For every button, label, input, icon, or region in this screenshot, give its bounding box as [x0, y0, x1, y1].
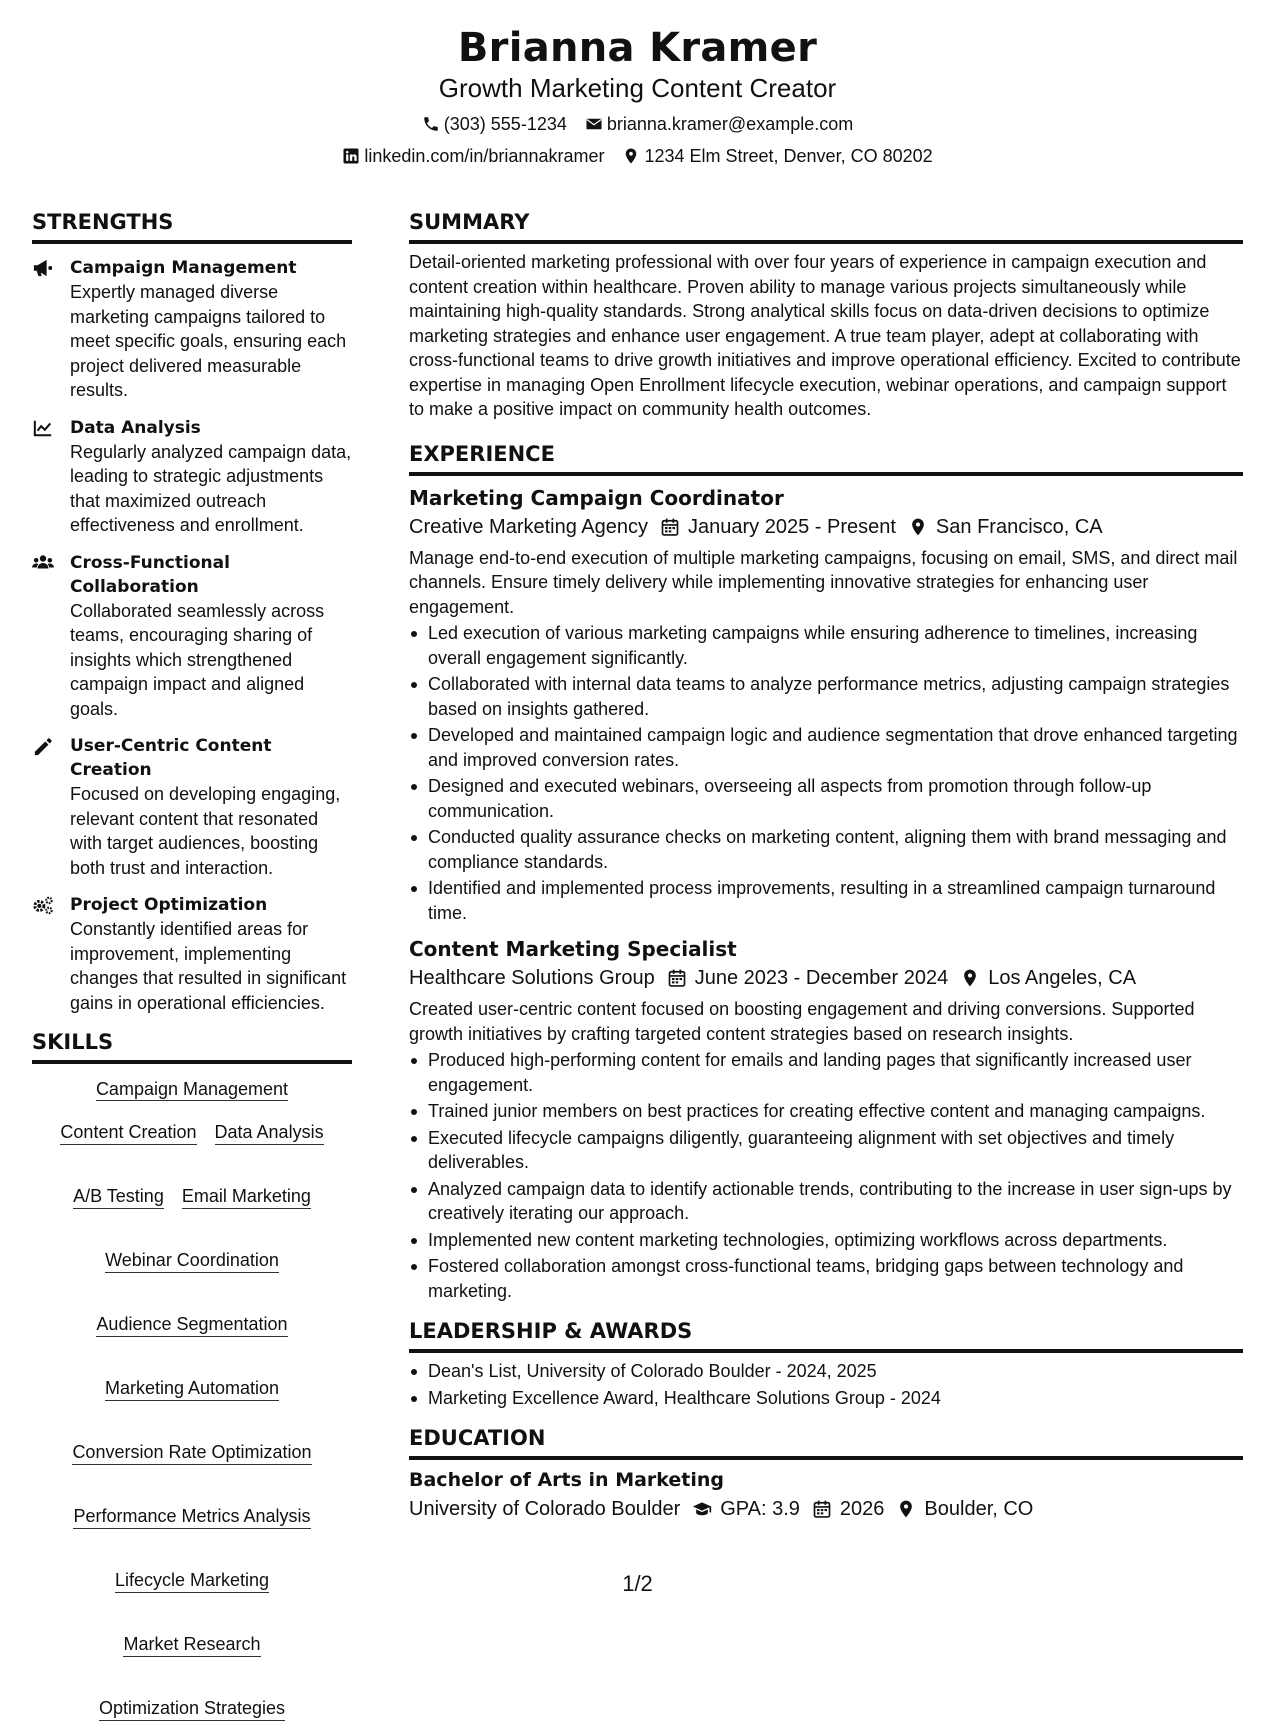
skill-tag: Market Research: [123, 1633, 260, 1657]
phone-contact: [422, 112, 567, 136]
job-entry: [409, 484, 1243, 926]
contact-row-2: [0, 144, 1275, 168]
job-bullet: Executed lifecycle campaigns diligently, guaranteeing alignment with set objectives and timely deliverables.: [409, 1126, 1243, 1175]
job-bullet: Implemented new content marketing technologies, optimizing workflows across departments.: [409, 1228, 1243, 1253]
summary-heading: SUMMARY: [409, 208, 1243, 244]
skill-tag: Campaign Management: [95, 1079, 289, 1099]
job-bullet: Conducted quality assurance checks on marketing content, aligning them with brand messaging and compliance standards.: [409, 825, 1243, 874]
phone-icon: [422, 115, 440, 133]
gpa: GPA: 3.9: [720, 1498, 800, 1520]
leadership-section: [409, 1317, 1243, 1410]
map-marker-icon: [908, 517, 928, 537]
degree: Bachelor of Arts in Marketing: [409, 1469, 725, 1491]
address-contact: [622, 144, 932, 168]
strengths-heading: STRENGTHS: [32, 208, 352, 244]
job-meta: [409, 963, 1243, 993]
education-location: Boulder, CO: [924, 1498, 1034, 1520]
job-bullet: Produced high-performing content for emails and landing pages that significantly increased user engagement.: [409, 1048, 1243, 1097]
job-company: Healthcare Solutions Group: [409, 967, 655, 989]
candidate-name: Brianna Kramer: [457, 25, 818, 71]
skill-tag: Data Analysis: [215, 1121, 324, 1145]
job-bullet: Identified and implemented process improvements, resulting in a streamlined campaign turnaround time.: [409, 876, 1243, 925]
job-location: Los Angeles, CA: [988, 967, 1137, 989]
linkedin-contact[interactable]: [342, 144, 604, 168]
strength-description: Focused on developing engaging, relevant content that resonated with target audiences, boosting both trust and interaction.: [70, 784, 341, 878]
strength-description: Constantly identified areas for improvement, implementing changes that resulted in significant gains in operational efficiencies.: [70, 919, 347, 1013]
skills-heading: SKILLS: [32, 1028, 352, 1064]
skill-tag: Performance Metrics Analysis: [73, 1505, 310, 1529]
summary-text: Detail-oriented marketing professional with over four years of experience in campaign execution and content creation within healthcare. Proven ability to manage various projects simultaneously while maintaining high-quality standards. Strong analytical skills focus on data-driven decisions to optimize marketing strategies and enhance user engagement. A true team player, adept at collaborating with cross-functional teams to drive growth initiatives and improve operational efficiency. Excited to contribute expertise in managing Open Enrollment lifecycle execution, webinar operations, and campaign support to make a positive impact on community health outcomes.: [409, 252, 1241, 419]
job-location: San Francisco, CA: [935, 515, 1103, 538]
email-text[interactable]: brianna.kramer@example.com: [606, 114, 854, 134]
skill-tag: Marketing Automation: [105, 1377, 279, 1401]
job-bullets: [409, 621, 1243, 925]
phone-text: (303) 555-1234: [443, 114, 567, 134]
graduation-cap-icon: [692, 1499, 712, 1519]
calendar-icon: [812, 1499, 832, 1519]
right-column: [409, 208, 1243, 1524]
pencil-icon: [32, 736, 54, 756]
skills-list: [32, 1078, 352, 1721]
skill-tag: Optimization Strategies: [99, 1697, 285, 1721]
strengths-list: [32, 256, 352, 1015]
education-meta: [409, 1494, 1243, 1524]
chart-line-icon: [32, 418, 54, 438]
job-description: Created user-centric content focused on boosting engagement and driving conversions. Supported growth initiatives by crafting targeted content strategies based on research insights.: [409, 999, 1195, 1044]
award-item: Marketing Excellence Award, Healthcare Solutions Group - 2024: [409, 1386, 1243, 1411]
calendar-icon: [660, 517, 680, 537]
education-heading: EDUCATION: [409, 1424, 1243, 1460]
calendar-icon: [667, 968, 687, 988]
skill-tag: Webinar Coordination: [105, 1249, 279, 1273]
linkedin-text[interactable]: linkedin.com/in/briannakramer: [364, 146, 605, 166]
strength-title: User-Centric Content Creation: [70, 736, 272, 780]
strength-description: Expertly managed diverse marketing campaigns tailored to meet specific goals, ensuring each project delivered measurable results.: [70, 282, 347, 400]
map-marker-icon: [896, 1499, 916, 1519]
skill-tag: Content Creation: [60, 1121, 196, 1145]
job-bullet: Led execution of various marketing campaigns while ensuring adherence to timelines, increasing overall engagement significantly.: [409, 621, 1243, 670]
contact-row-1: [0, 112, 1275, 136]
strength-item: [32, 551, 352, 722]
skill-tag: A/B Testing: [73, 1185, 164, 1209]
users-icon: [32, 553, 54, 573]
job-dates: January 2025 - Present: [688, 515, 896, 538]
experience-heading: EXPERIENCE: [409, 440, 1243, 476]
strength-title: Data Analysis: [70, 417, 201, 438]
strength-description: Collaborated seamlessly across teams, encouraging sharing of insights which strengthened campaign impact and aligned goals.: [70, 600, 325, 719]
linkedin-icon: [342, 147, 360, 165]
job-company: Creative Marketing Agency: [409, 515, 649, 538]
strength-item: [32, 416, 352, 538]
skill-row: [38, 1078, 346, 1101]
envelope-icon: [585, 115, 603, 133]
leadership-heading: LEADERSHIP & AWARDS: [409, 1317, 1243, 1353]
address-text: 1234 Elm Street, Denver, CO 80202: [644, 146, 933, 166]
skill-tag: Email Marketing: [182, 1185, 311, 1209]
job-entry: [409, 935, 1243, 1303]
job-bullet: Collaborated with internal data teams to analyze performance metrics, adjusting campaign strategies based on insights gathered.: [409, 672, 1243, 721]
award-item: Dean's List, University of Colorado Boulder - 2024, 2025: [409, 1359, 1243, 1384]
job-bullet: Designed and executed webinars, overseeing all aspects from promotion through follow-up communication.: [409, 774, 1243, 823]
job-bullet: Trained junior members on best practices for creating effective content and managing campaigns.: [409, 1099, 1243, 1124]
job-meta: [409, 512, 1243, 542]
job-bullet: Analyzed campaign data to identify actionable trends, contributing to the increase in user sign-ups by creatively iterating our approach.: [409, 1177, 1243, 1226]
resume-header: [0, 22, 1275, 168]
map-marker-icon: [960, 968, 980, 988]
strength-title: Project Optimization: [70, 895, 268, 915]
strength-title: Campaign Management: [70, 258, 297, 278]
map-marker-icon: [622, 147, 640, 165]
skill-tag: Lifecycle Marketing: [115, 1569, 269, 1593]
bullhorn-icon: [32, 258, 54, 278]
job-title: Marketing Campaign Coordinator: [409, 485, 784, 510]
strength-title: Cross-Functional Collaboration: [70, 552, 230, 597]
graduation-year: 2026: [839, 1498, 885, 1520]
job-bullets: [409, 1048, 1243, 1303]
job-title: Content Marketing Specialist: [409, 937, 737, 961]
candidate-title: Growth Marketing Content Creator: [438, 73, 837, 103]
job-dates: June 2023 - December 2024: [694, 967, 949, 989]
strength-description: Regularly analyzed campaign data, leading to strategic adjustments that maximized outreach effectiveness and enrollment.: [70, 441, 352, 535]
left-column: [32, 208, 352, 1721]
job-description: Manage end-to-end execution of multiple marketing campaigns, focusing on email, SMS, and direct mail channels. Ensure timely delivery while implementing innovative strategies for enhancing user engagement.: [409, 547, 1238, 617]
education-section: [409, 1424, 1243, 1524]
job-bullet: Developed and maintained campaign logic and audience segmentation that drove enhanced targeting and improved conversion rates.: [409, 723, 1243, 772]
skill-tag: Conversion Rate Optimization: [72, 1441, 311, 1465]
strength-item: [32, 256, 352, 403]
skill-tag: Audience Segmentation: [96, 1313, 287, 1337]
strength-item: [32, 734, 352, 880]
strength-item: [32, 893, 352, 1015]
page-number: 1/2: [622, 1571, 653, 1596]
cogs-icon: [32, 895, 54, 915]
email-contact[interactable]: [585, 112, 853, 136]
job-bullet: Fostered collaboration amongst cross-functional teams, bridging gaps between technology and marketing.: [409, 1254, 1243, 1303]
school: University of Colorado Boulder: [409, 1498, 681, 1520]
leadership-list: [409, 1359, 1243, 1410]
